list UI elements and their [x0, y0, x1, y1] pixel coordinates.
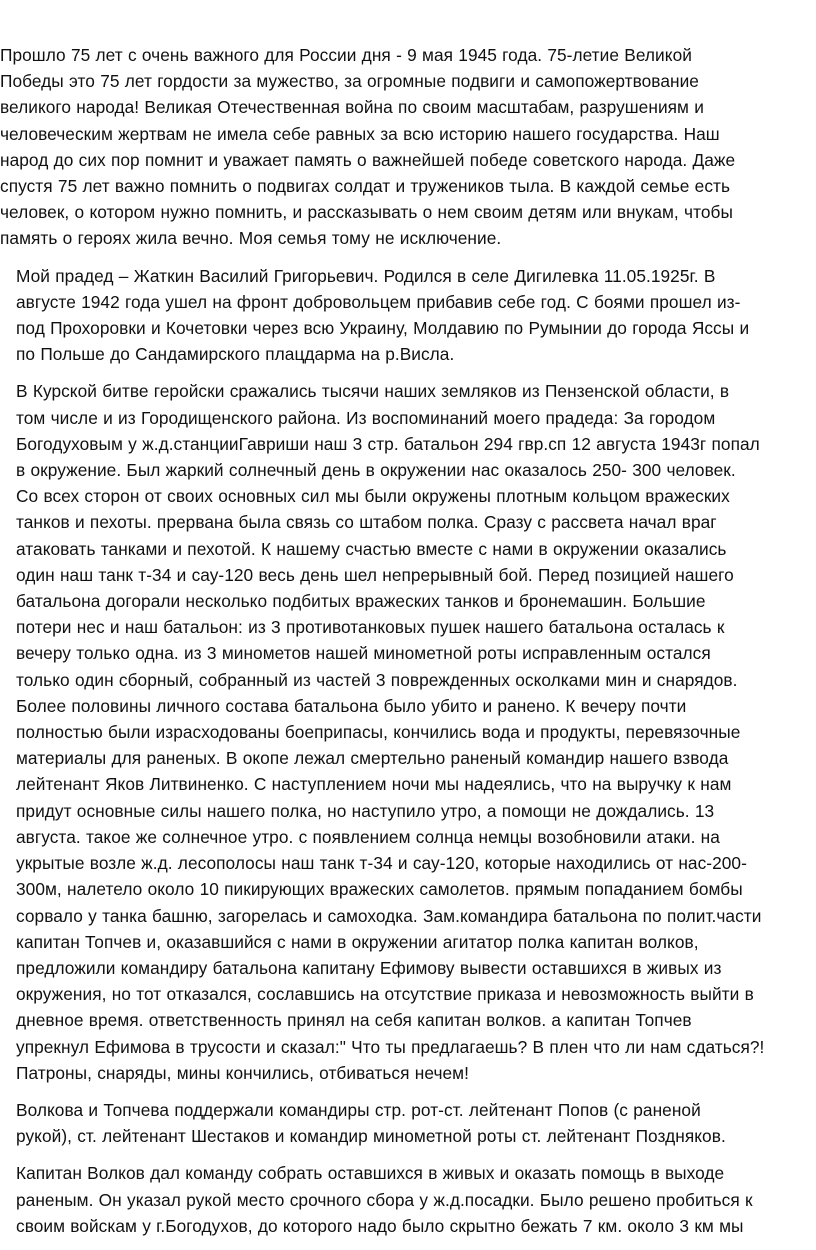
text-line: рукой), ст. лейтенант Шестаков и командир минометной роты ст. лейтенант Поздняков.	[16, 1126, 726, 1147]
text-line: под Прохоровки и Кочетовки через всю Украину, Молдавию по Румынии до города Яссы и	[16, 318, 750, 339]
text-line: полностью были израсходованы боеприпасы, кончились вода и продукты, перевязочные	[16, 722, 741, 743]
text-line: атаковать танками и пехотой. К нашему счастью вместе с нами в окружении оказались	[16, 538, 727, 559]
paragraph-great-grandfather	[0, 263, 816, 368]
text-line: августа. такое же солнечное утро. с появлением солнца немцы возобновили атаки. на	[16, 826, 720, 847]
document-page	[0, 42, 816, 1250]
text-line: Богодуховым у ж.д.станцииГавриши наш 3 стр. батальон 294 гвр.сп 12 августа 1943г попал	[16, 433, 760, 454]
text-line: августе 1942 года ушел на фронт добровольцем прибавив себе год. С боями прошел из-	[16, 291, 741, 312]
text-line: окружения, но тот отказался, сославшись на отсутствие приказа и невозможность выйти в	[16, 984, 754, 1005]
text-line: спустя 75 лет важно помнить о подвигах солдат и тружеников тыла. В каждой семье есть	[0, 176, 731, 197]
text-line: один наш танк т-34 и сау-120 весь день шел непрерывный бой. Перед позицией нашего	[16, 564, 734, 585]
text-line: укрытые возле ж.д. лесополосы наш танк т-34 и сау-120, которые находились от нас-200-	[16, 853, 747, 874]
text-line: только один сборный, собранный из частей 3 поврежденных осколками мин и снарядов.	[16, 669, 738, 690]
text-line: В Курской битве геройски сражались тысячи наших земляков из Пензенской области, в	[16, 381, 730, 402]
text-line: придут основные силы нашего полка, но наступило утро, а помощи не дождались. 13	[16, 800, 715, 821]
text-line: материалы для раненых. В окопе лежал смертельно раненый командир нашего взвода	[16, 748, 729, 769]
text-line: том числе и из Городищенского района. Из воспоминаний моего прадеда: За городом	[16, 407, 716, 428]
text-line: Волкова и Топчева поддержали командиры стр. рот-ст. лейтенант Попов (с раненой	[16, 1099, 701, 1120]
text-line: вечеру только одна. из 3 минометов нашей минометной роты исправленным остался	[16, 643, 711, 664]
text-line: в окружение. Был жаркий солнечный день в окружении нас оказалось 250- 300 человек.	[16, 460, 736, 481]
text-line: раненым. Он указал рукой место срочного сбора у ж.д.посадки. Было решено пробиться к	[16, 1189, 753, 1210]
text-line: своим войскам у г.Богодухов, до которого надо было скрытно бежать 7 км. около 3 км мы	[16, 1215, 744, 1236]
text-line: Мой прадед – Жаткин Василий Григорьевич. Родился в селе Дигилевка 11.05.1925г. В	[16, 265, 716, 286]
text-line: великого народа! Великая Отечественная война по своим масштабам, разрушениям и	[0, 97, 704, 118]
text-line: память о героях жила вечно. Моя семья тому не исключение.	[0, 228, 502, 249]
text-line: 300м, налетело около 10 пикирующих вражеских самолетов. прямым попаданием бомбы	[16, 879, 743, 900]
text-line: человеческим жертвам не имела себе равных за всю историю нашего государства. Наш	[0, 123, 720, 144]
paragraph-breakout	[0, 1160, 816, 1239]
text-line: Победы это 75 лет гордости за мужество, за огромные подвиги и самопожертвование	[0, 71, 699, 92]
text-line: лейтенант Яков Литвиненко. С наступлением ночи мы надеялись, что на выручку к нам	[16, 774, 732, 795]
text-line: народ до сих пор помнит и уважает память о важнейшей победе советского народа. Даже	[0, 149, 736, 170]
text-line: сорвало у танка башню, загорелась и самоходка. Зам.командира батальона по полит.части	[16, 905, 762, 926]
text-line: Прошло 75 лет с очень важного для России дня - 9 мая 1945 года. 75-летие Великой	[0, 45, 692, 65]
text-line: дневное время. ответственность принял на себя капитан волков. а капитан Топчев	[16, 1010, 692, 1031]
text-line: человек, о котором нужно помнить, и рассказывать о нем своим детям или внукам, чтобы	[0, 202, 733, 223]
text-line: батальона догорали несколько подбитых вражеских танков и бронемашин. Большие	[16, 591, 706, 612]
text-line: Со всех сторон от своих основных сил мы были окружены плотным кольцом вражеских	[16, 486, 730, 507]
text-line: Капитан Волков дал команду собрать оставшихся в живых и оказать помощь в выходе	[16, 1163, 725, 1184]
text-line: танков и пехоты. прервана была связь со штабом полка. Сразу с рассвета начал враг	[16, 512, 717, 533]
text-line: по Польше до Сандамирского плацдарма на р.Висла.	[16, 344, 455, 365]
text-line: потери нес и наш батальон: из 3 противотанковых пушек нашего батальона осталась к	[16, 617, 725, 638]
text-line: Патроны, снаряды, мины кончились, отбиваться нечем!	[16, 1062, 469, 1083]
text-line: Более половины личного состава батальона было убито и ранено. К вечеру почти	[16, 695, 687, 716]
text-line: капитан Топчев и, оказавшийся с нами в окружении агитатор полка капитан волков,	[16, 931, 699, 952]
paragraph-commanders-support	[0, 1097, 816, 1149]
paragraph-kursk-battle	[0, 378, 816, 1085]
paragraph-intro	[0, 42, 816, 252]
text-line: предложили командиру батальона капитану Ефимову вывести оставшихся в живых из	[16, 957, 722, 978]
text-line: упрекнул Ефимова в трусости и сказал:" Что ты предлагаешь? В плен что ли нам сдаться?!	[16, 1036, 765, 1057]
